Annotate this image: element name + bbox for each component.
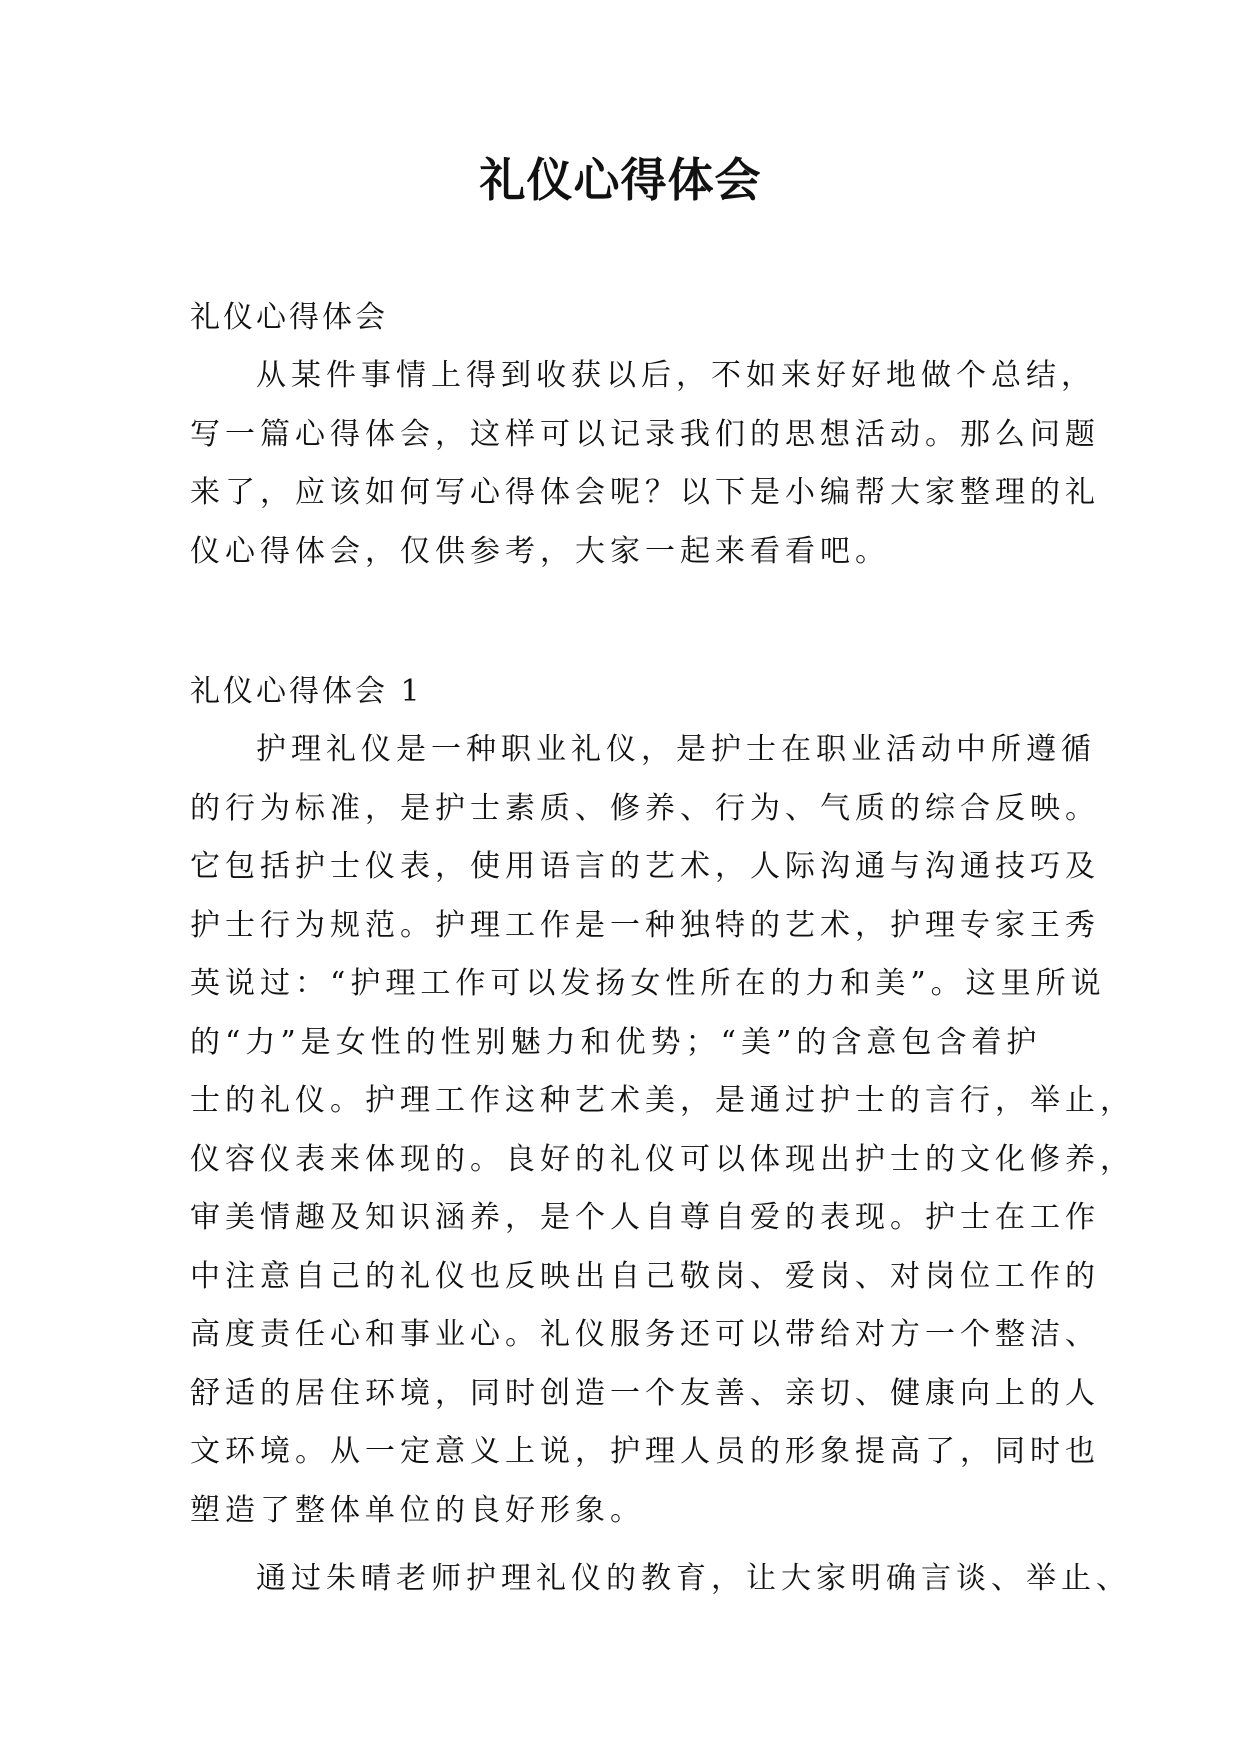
paragraph-line: 审美情趣及知识涵养，是个人自尊自爱的表现。护士在工作: [190, 1200, 1100, 1235]
paragraph-line: 来了，应该如何写心得体会呢？以下是小编帮大家整理的礼: [190, 475, 1100, 510]
paragraph-line: 高度责任心和事业心。礼仪服务还可以带给对方一个整洁、: [190, 1317, 1100, 1352]
document-title: 礼仪心得体会: [479, 153, 762, 207]
paragraph-line: 中注意自己的礼仪也反映出自己敬岗、爱岗、对岗位工作的: [190, 1258, 1100, 1294]
paragraph-line: 护士行为规范。护理工作是一种独特的艺术，护理专家王秀: [190, 907, 1100, 943]
paragraph-line: 写一篇心得体会，这样可以记录我们的思想活动。那么问题: [190, 416, 1100, 452]
section-1-paragraph-2: [190, 1550, 1131, 1609]
paragraph-line: 护理礼仪是一种职业礼仪，是护士在职业活动中所遵循: [256, 732, 1096, 767]
section-1-paragraph-1: [190, 721, 1135, 1540]
paragraph-line: 从某件事情上得到收获以后，不如来好好地做个总结，: [256, 358, 1096, 393]
paragraph-line: 文环境。从一定意义上说，护理人员的形象提高了，同时也: [190, 1434, 1100, 1469]
paragraph-line: 英说过：“护理工作可以发扬女性所在的力和美”。这里所说: [190, 966, 1106, 1001]
document-body: [190, 289, 1135, 1609]
intro-heading: 礼仪心得体会: [190, 300, 388, 335]
paragraph-line: 它包括护士仪表，使用语言的艺术，人际沟通与沟通技巧及: [190, 849, 1100, 884]
paragraph-line: 士的礼仪。护理工作这种艺术美，是通过护士的言行，举止，: [190, 1083, 1135, 1118]
paragraph-line: 通过朱晴老师护理礼仪的教育，让大家明确言谈、举止、: [256, 1561, 1131, 1596]
paragraph-line: 仪心得体会，仅供参考，大家一起来看看吧。: [190, 533, 890, 569]
intro-paragraph: [190, 347, 1100, 581]
paragraph-line: 舒适的居住环境，同时创造一个友善、亲切、健康向上的人: [190, 1375, 1100, 1411]
paragraph-line: 的“力”是女性的性别魅力和优势；“美”的含意包含着护: [190, 1024, 1042, 1060]
section-1-heading: 礼仪心得体会 1: [190, 674, 423, 709]
paragraph-line: 的行为标准，是护士素质、修养、行为、气质的综合反映。: [190, 790, 1100, 826]
paragraph-line: 仪容仪表来体现的。良好的礼仪可以体现出护士的文化修养，: [190, 1141, 1135, 1177]
paragraph-line: 塑造了整体单位的良好形象。: [190, 1492, 645, 1528]
